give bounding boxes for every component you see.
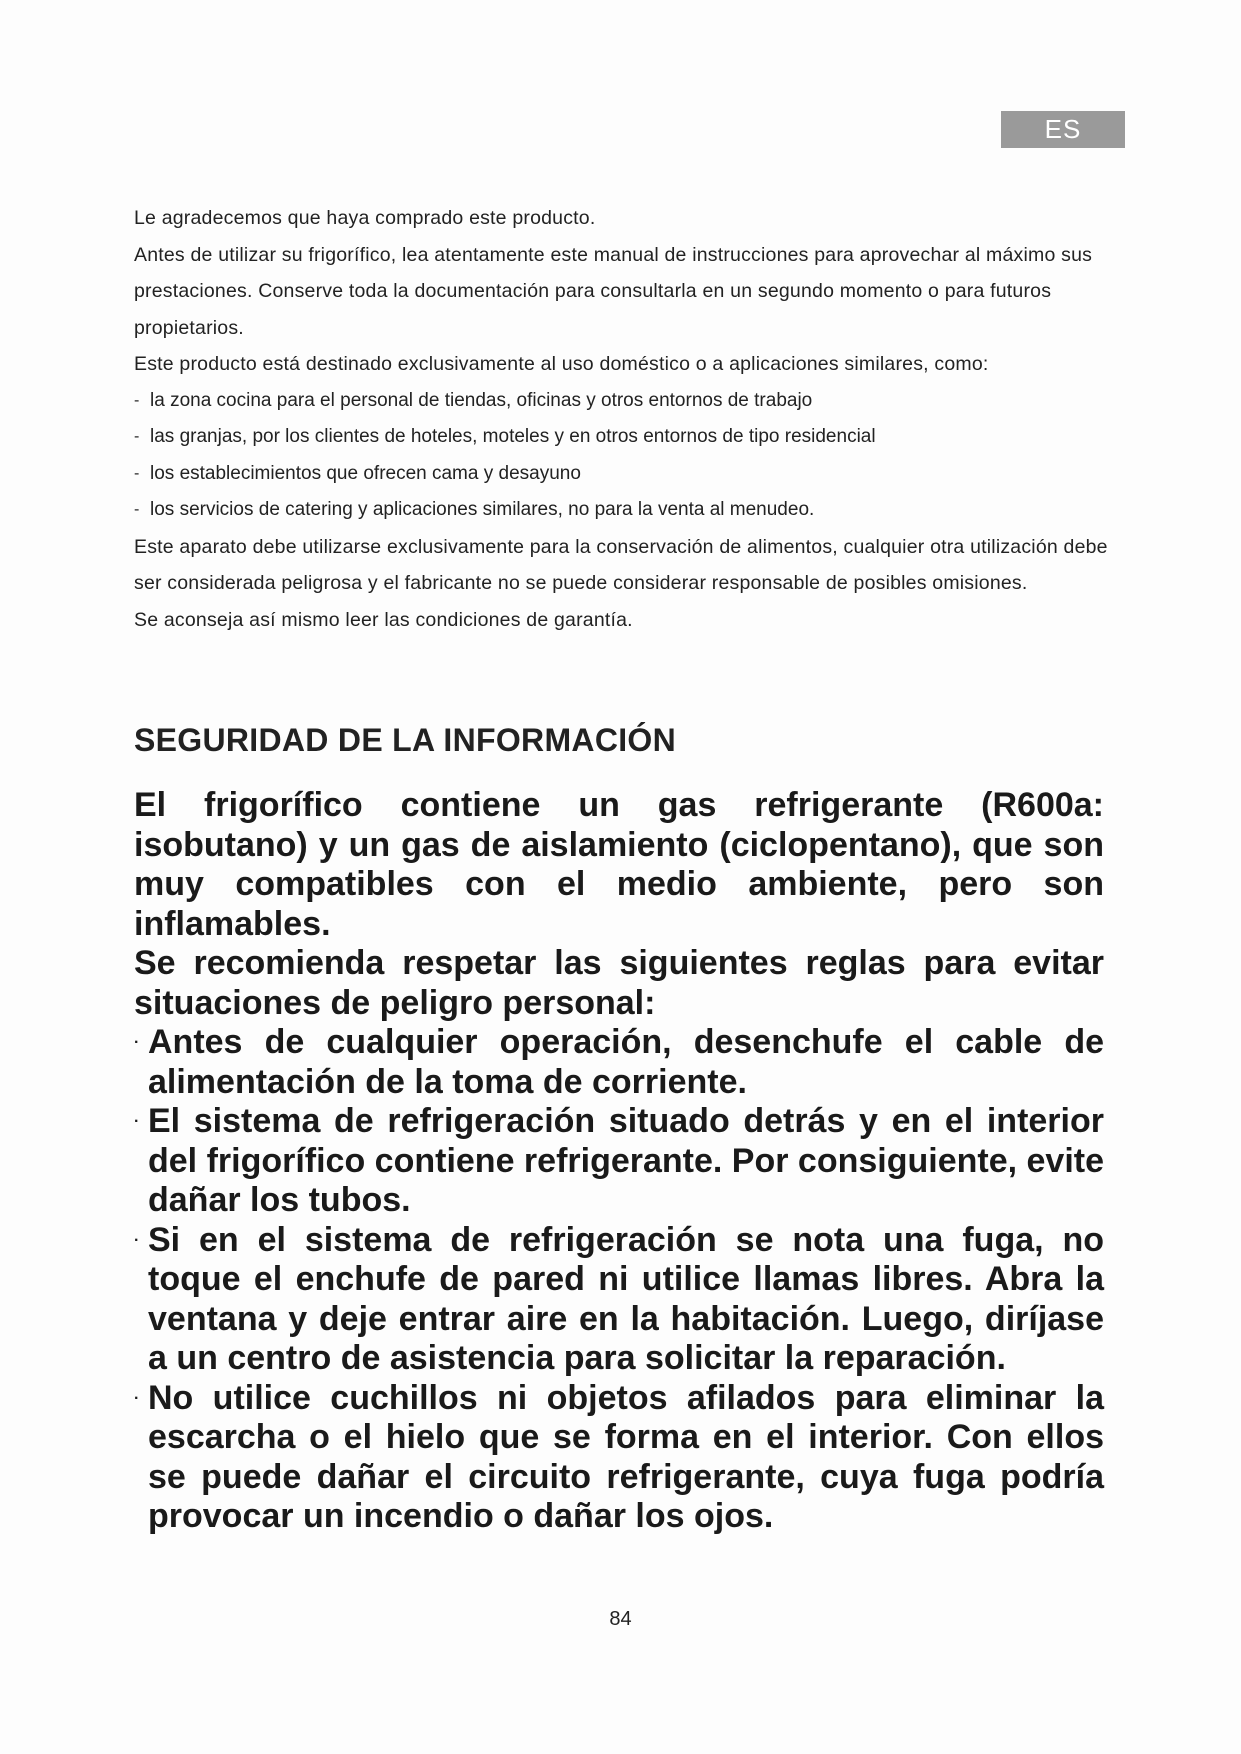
language-badge: ES [1001, 111, 1125, 148]
intro-section [134, 200, 1124, 638]
intro-exclusive-use: Este aparato debe utilizarse exclusivamente para la conservación de alimentos, cualquier otra utilización debe ser considerada peligrosa y el fabricante no se puede considerar responsable de posibles omisiones. [134, 535, 1108, 594]
rules-intro: Se recomienda respetar las siguientes reglas para evitar situaciones de peligro personal: [134, 944, 1104, 1022]
list-item [134, 419, 1124, 456]
dot-bullet-icon: · [134, 1231, 140, 1249]
intro-intended-use: Este producto está destinado exclusivamente al uso doméstico o a aplicaciones similares, como: [134, 353, 989, 375]
list-item-text: la zona cocina para el personal de tiendas, oficinas y otros entornos de trabajo [150, 389, 813, 411]
page-number: 84 [609, 1608, 632, 1630]
list-item-text: los establecimientos que ofrecen cama y desayuno [150, 462, 581, 484]
safety-rule [134, 1023, 1104, 1102]
dash-bullet-icon: - [134, 464, 140, 482]
safety-rules-list [134, 1023, 1104, 1537]
safety-rule-text: No utilice cuchillos ni objetos afilados para eliminar la escarcha o el hielo que se forma en el interior. Con ellos se puede dañar el circuito refrigerante, cuya fuga podría provocar un incendio o dañar los ojos. [148, 1378, 1104, 1535]
dash-bullet-icon: - [134, 428, 140, 445]
dot-bullet-icon: · [134, 1113, 140, 1130]
safety-rule-text: Si en el sistema de refrigeración se nota una fuga, no toque el enchufe de pared ni utilice llamas libres. Abra la ventana y deje entrar aire en la habitación. Luego, diríjase a un centro de asistencia para solicitar la reparación. [148, 1220, 1104, 1377]
intro-read-manual: Antes de utilizar su frigorífico, lea atentamente este manual de instrucciones para aprovechar al máximo sus prestaciones. Conserve toda la documentación para consultarla en un segundo momento o para futuros propietarios. [134, 243, 1093, 339]
list-item [134, 492, 1124, 529]
safety-warning [134, 786, 1104, 1537]
dash-bullet-icon: - [134, 501, 140, 518]
intro-thanks: Le agradecemos que haya comprado este producto. [134, 207, 596, 229]
refrigerant-notice: El frigorífico contiene un gas refrigerante (R600a: isobutano) y un gas de aislamiento (ciclopentano), que son muy compatibles con el medio ambiente, pero son inflamables. [134, 786, 1104, 943]
safety-rule [134, 1379, 1104, 1537]
safety-rule-text: El sistema de refrigeración situado detrás y en el interior del frigorífico contiene refrigerante. Por consiguiente, evite dañar los tubos. [148, 1102, 1104, 1219]
intro-warranty-advice: Se aconseja así mismo leer las condiciones de garantía. [134, 608, 633, 631]
dash-bullet-icon: - [134, 391, 140, 409]
section-title: SEGURIDAD DE LA INFORMACIÓN [134, 722, 677, 758]
list-item-text: los servicios de catering y aplicaciones similares, no para la venta al menudeo. [150, 499, 815, 520]
list-item [134, 456, 1124, 493]
uses-list [134, 383, 1124, 529]
safety-rule [134, 1221, 1104, 1379]
list-item [134, 383, 1124, 420]
safety-rule [134, 1102, 1104, 1221]
list-item-text: las granjas, por los clientes de hoteles, moteles y en otros entornos de tipo residencial [150, 426, 876, 447]
safety-rule-text: Antes de cualquier operación, desenchufe el cable de alimentación de la toma de corriente. [148, 1023, 1104, 1101]
dot-bullet-icon: · [134, 1389, 140, 1407]
dot-bullet-icon: · [134, 1034, 140, 1051]
